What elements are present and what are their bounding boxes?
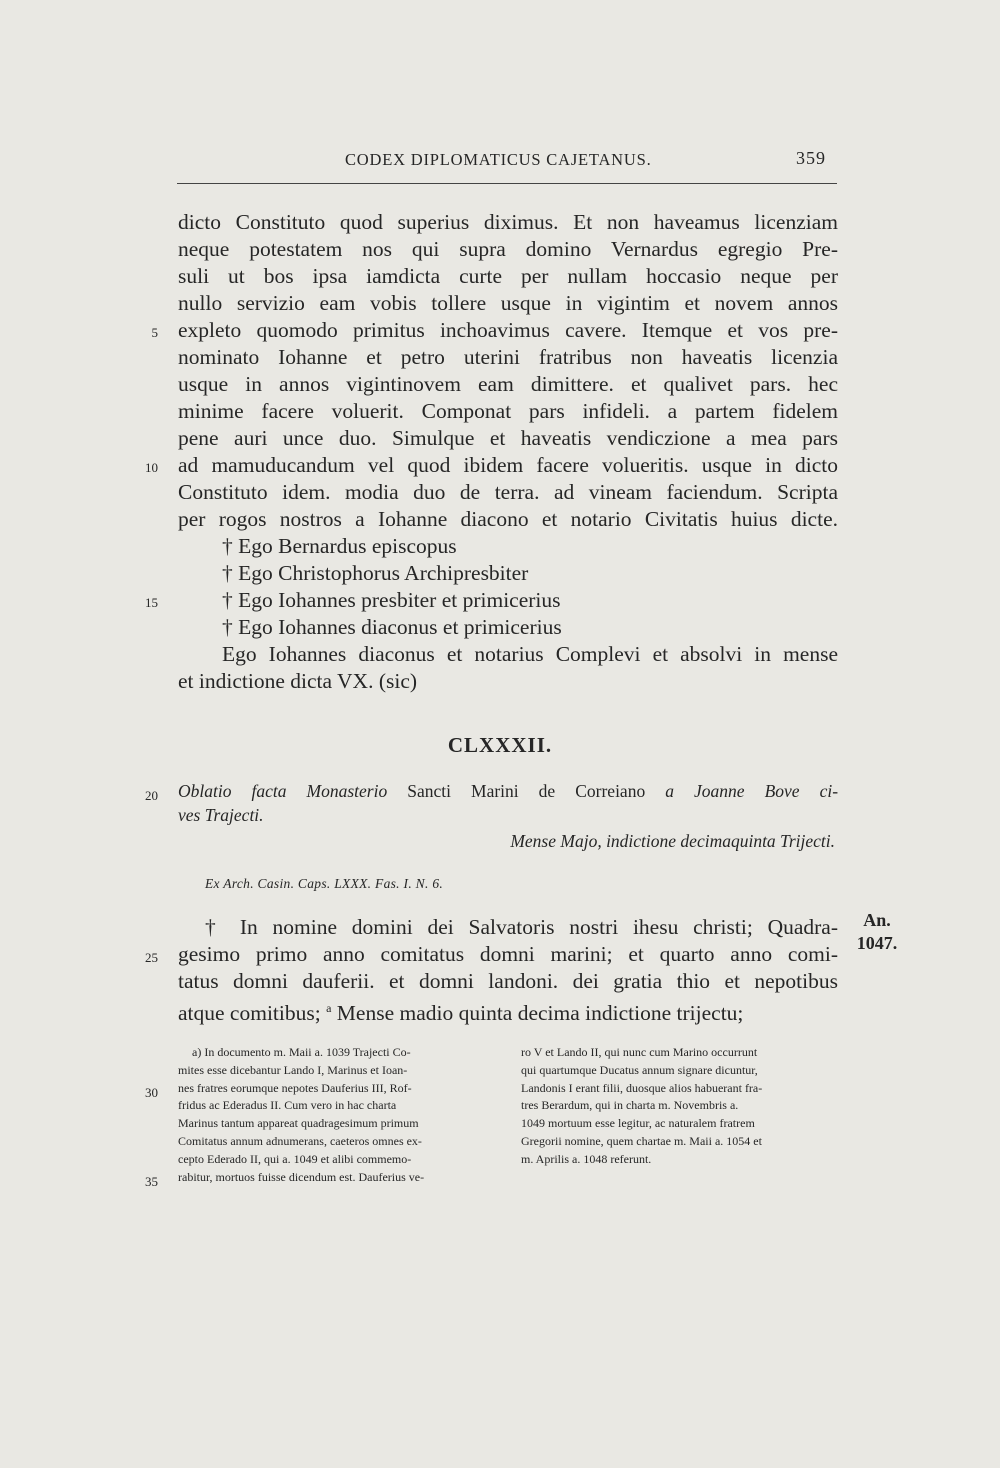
- footnote-line: Gregorii nomine, quem chartae m. Maii a. 1054 et: [521, 1133, 762, 1148]
- header-rule: [177, 183, 837, 184]
- footnote-line: ro V et Lando II, qui nunc cum Marino occurrunt: [521, 1045, 758, 1059]
- charter-line: [178, 995, 838, 1026]
- document-title: [178, 780, 838, 802]
- footnote-line: cepto Ederado II, qui a. 1049 et alibi commemo-: [178, 1151, 412, 1166]
- line-number: 30: [145, 1085, 158, 1100]
- footnote-line: Marinus tantum appareat quadragesimum primum: [178, 1116, 419, 1131]
- margin-year: 1047.: [856, 933, 898, 953]
- title-italic: ves Trajecti.: [178, 805, 264, 825]
- footnote-marker: a: [326, 1001, 332, 1015]
- footnote-line: a) In documento m. Maii a. 1039 Trajecti Co-: [192, 1045, 411, 1059]
- title-roman: Sancti Marini de Correiano: [407, 781, 646, 801]
- body-line: per rogos nostros a Iohanne diacono et notario Civitatis huius dicte.: [178, 507, 838, 531]
- signature-line: † Ego Iohannes presbiter et primicerius: [222, 588, 561, 612]
- running-title: CODEX DIPLOMATICUS CAJETANUS.: [345, 150, 652, 169]
- body-line: suli ut bos ipsa iamdicta curte per nullam hoccasio neque per: [178, 264, 838, 288]
- title-italic: Joanne Bove ci-: [694, 781, 839, 801]
- signature-line: † Ego Christophorus Archipresbiter: [222, 561, 529, 585]
- footnote-line: mites esse dicebantur Lando I, Marinus et Ioan-: [178, 1062, 408, 1077]
- line-number: 20: [145, 788, 158, 803]
- body-line: ad mamuducandum vel quod ibidem facere volueritis. usque in dicto: [178, 453, 838, 477]
- body-line: neque potestatem nos qui supra domino Vernardus egregio Pre-: [178, 237, 838, 261]
- closing-line: Ego Iohannes diaconus et notarius Complevi et absolvi in mense: [222, 642, 838, 666]
- body-line: nullo servizio eam vobis tollere usque in vigintim et novem annos: [178, 291, 838, 315]
- body-line: nominato Iohanne et petro uterini fratribus non haveatis licenzia: [178, 345, 838, 369]
- line-number: 35: [145, 1174, 158, 1189]
- footnote-line: rabitur, mortuos fuisse dicendum est. Dauferius ve-: [178, 1169, 425, 1184]
- footnote-column-left: [178, 1044, 494, 1186]
- footnote-line: Landonis I erant filii, duosque alios habuerant fra-: [521, 1080, 763, 1095]
- footnote-line: qui quartumque Ducatus annum signare dicuntur,: [521, 1062, 758, 1077]
- body-line: usque in annos vigintinovem eam dimittere. et qualivet pars. hec: [178, 372, 838, 396]
- line-number: 10: [145, 460, 158, 475]
- signature-line: † Ego Bernardus episcopus: [222, 534, 457, 558]
- line-number: 25: [145, 950, 158, 965]
- document-number: CLXXXII.: [447, 733, 553, 757]
- footnote-line: Comitatus annum adnumerans, caeteros omnes ex-: [178, 1133, 422, 1148]
- closing-line: et indictione dicta VX. (sic): [178, 669, 418, 693]
- line-number: 5: [151, 325, 158, 340]
- margin-year-label: An.: [863, 910, 891, 930]
- body-line: pene auri unce duo. Simulque et haveatis vendiczione a mea pars: [178, 426, 838, 450]
- footnote-line: 1049 mortuum esse legitur, ac naturalem fratrem: [521, 1116, 755, 1131]
- charter-line: tatus domni dauferii. et domni landoni. dei gratia thio et nepotibus: [178, 969, 838, 993]
- charter-line: gesimo primo anno comitatus domni marini; et quarto anno comi-: [178, 942, 838, 966]
- charter-text: Mense madio quinta decima indictione trijectu;: [336, 1001, 744, 1026]
- body-line: expleto quomodo primitus inchoavimus cavere. Itemque et vos pre-: [178, 318, 838, 342]
- footnote-column-right: [521, 1044, 839, 1169]
- line-number: 15: [145, 595, 158, 610]
- document-title-continued: [178, 804, 838, 826]
- footnote-line: fridus ac Ederadus II. Cum vero in hac charta: [178, 1098, 397, 1113]
- footnote-line: nes fratres eorumque nepotes Dauferius III, Rof-: [178, 1080, 412, 1095]
- signature-line: † Ego Iohannes diaconus et primicerius: [222, 615, 562, 639]
- body-line: dicto Constituto quod superius diximus. Et non haveamus licenziam: [178, 210, 838, 234]
- document-date: Mense Majo, indictione decimaquinta Trijecti.: [510, 831, 835, 851]
- footnote-line: m. Aprilis a. 1048 referunt.: [521, 1151, 652, 1166]
- archive-source: Ex Arch. Casin. Caps. LXXX. Fas. I. N. 6.: [205, 876, 444, 891]
- charter-line: † In nomine domini dei Salvatoris nostri ihesu christi; Quadra-: [205, 915, 838, 939]
- body-line: Constituto idem. modia duo de terra. ad vineam faciendum. Scripta: [178, 480, 838, 504]
- charter-text: atque comitibus;: [178, 1001, 327, 1026]
- title-italic: a: [665, 781, 674, 801]
- footnote-line: tres Berardum, qui in charta m. Novembris a.: [521, 1098, 739, 1113]
- title-italic: Monasterio: [306, 781, 388, 801]
- title-italic: Oblatio facta: [178, 781, 287, 801]
- body-line: minime facere voluerit. Componat pars infideli. a partem fidelem: [178, 399, 838, 423]
- page-number: 359: [796, 148, 826, 168]
